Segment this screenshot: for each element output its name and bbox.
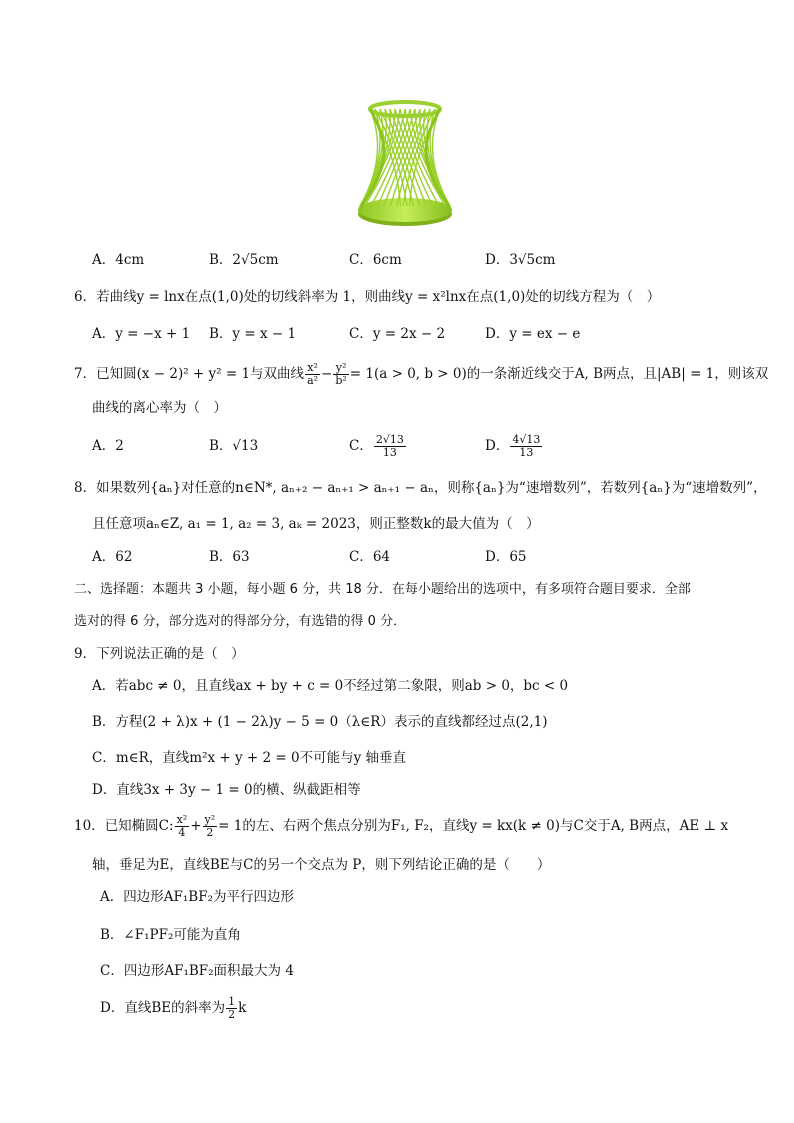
q7-option-c: C． $\frac{2√13}{13}$ bbox=[349, 433, 404, 459]
q10-option-d: D．直线BE的斜率为 $\frac{1}{2}$ k bbox=[100, 995, 247, 1021]
q8-stem-cont: 且任意项aₙ∈Z, a₁ = 1, a₂ = 3, aₖ = 2023，则正整数k的最大值为（ ） bbox=[92, 516, 540, 532]
q7-stem: 7．已知圆(x − 2)² + y² = 1与双曲线 $\frac{\text{x²}}{\text{a²}}$ − $\frac{\text{y²}}{\text{b²}}$ = 1(a > 0, b > 0)的一条渐近线交于A, B两点，且|AB| = 1，则该双 bbox=[74, 361, 769, 387]
q9-stem: 9．下列说法正确的是（ ） bbox=[74, 646, 245, 662]
q6-option-c: C．y = 2x − 2 bbox=[349, 326, 446, 342]
q6-option-d: D．y = ex − e bbox=[485, 326, 581, 342]
q10-option-b: B．∠F₁PF₂可能为直角 bbox=[100, 927, 241, 943]
q10-stem: 10．已知椭圆C: $\frac{\text{x²}}{4}$ + $\frac{\text{y²}}{2}$ = 1的左、右两个焦点分别为F₁, F₂，直线y = kx(k ≠ 0)与C交于A, B两点，AE ⊥ x bbox=[74, 813, 729, 839]
q9-option-d: D．直线3x + 3y − 1 = 0的横、纵截距相等 bbox=[92, 782, 361, 798]
q6-stem: 6．若曲线y = lnx在点(1,0)处的切线斜率为 1，则曲线y = x²lnx在点(1,0)处的切线方程为（ ） bbox=[74, 289, 661, 305]
q8-option-a: A．62 bbox=[92, 549, 133, 565]
q7-stem-cont: 曲线的离心率为（ ） bbox=[92, 400, 227, 416]
hyperboloid-vase-figure bbox=[350, 100, 460, 235]
q8-option-d: D．65 bbox=[485, 549, 527, 565]
q8-option-b: B．63 bbox=[209, 549, 250, 565]
q9-option-c: C．m∈R，直线m²x + y + 2 = 0不可能与y 轴垂直 bbox=[92, 750, 407, 766]
q7-option-b: B．√13 bbox=[209, 438, 259, 454]
q10-option-c: C．四边形AF₁BF₂面积最大为 4 bbox=[100, 963, 294, 979]
section2-heading-cont: 选对的得 6 分，部分选对的得部分分，有选错的得 0 分． bbox=[74, 614, 407, 629]
q10-stem-cont: 轴，垂足为E，直线BE与C的另一个交点为 P，则下列结论正确的是（ ） bbox=[92, 857, 551, 873]
q5-option-d: D．3√5cm bbox=[485, 252, 556, 268]
q7-option-a: A．2 bbox=[92, 438, 124, 454]
q10-option-a: A．四边形AF₁BF₂为平行四边形 bbox=[100, 889, 294, 905]
q7-frac-x: $\frac{\text{x²}}{\text{a²}}$ bbox=[307, 361, 319, 387]
q10-frac-y: $\frac{\text{y²}}{2}$ bbox=[204, 813, 216, 839]
q9-option-b: B．方程(2 + λ)x + (1 − 2λ)y − 5 = 0（λ∈R）表示的直线都经过点(2,1) bbox=[92, 714, 548, 730]
section2-heading: 二、选择题：本题共 3 小题，每小题 6 分，共 18 分．在每小题给出的选项中，有多项符合题目要求．全部 bbox=[74, 582, 691, 597]
q6-option-b: B．y = x − 1 bbox=[209, 326, 297, 342]
q7-option-d: D． $\frac{4√13}{13}$ bbox=[485, 433, 541, 459]
q8-option-c: C．64 bbox=[349, 549, 391, 565]
q5-option-a: A．4cm bbox=[92, 252, 145, 268]
q8-stem: 8．如果数列{aₙ}对任意的n∈N*, aₙ₊₂ − aₙ₊₁ > aₙ₊₁ − aₙ，则称{aₙ}为“速增数列”，若数列{aₙ}为“速增数列”， bbox=[74, 480, 767, 496]
q10-frac-x: $\frac{\text{x²}}{4}$ bbox=[176, 813, 188, 839]
q9-option-a: A．若abc ≠ 0，且直线ax + by + c = 0不经过第二象限，则ab > 0，bc < 0 bbox=[92, 678, 569, 694]
q6-option-a: A．y = −x + 1 bbox=[92, 326, 191, 342]
q5-option-b: B．2√5cm bbox=[209, 252, 279, 268]
q5-option-c: C．6cm bbox=[349, 252, 402, 268]
q7-frac-y: $\frac{\text{y²}}{\text{b²}}$ bbox=[335, 361, 347, 387]
